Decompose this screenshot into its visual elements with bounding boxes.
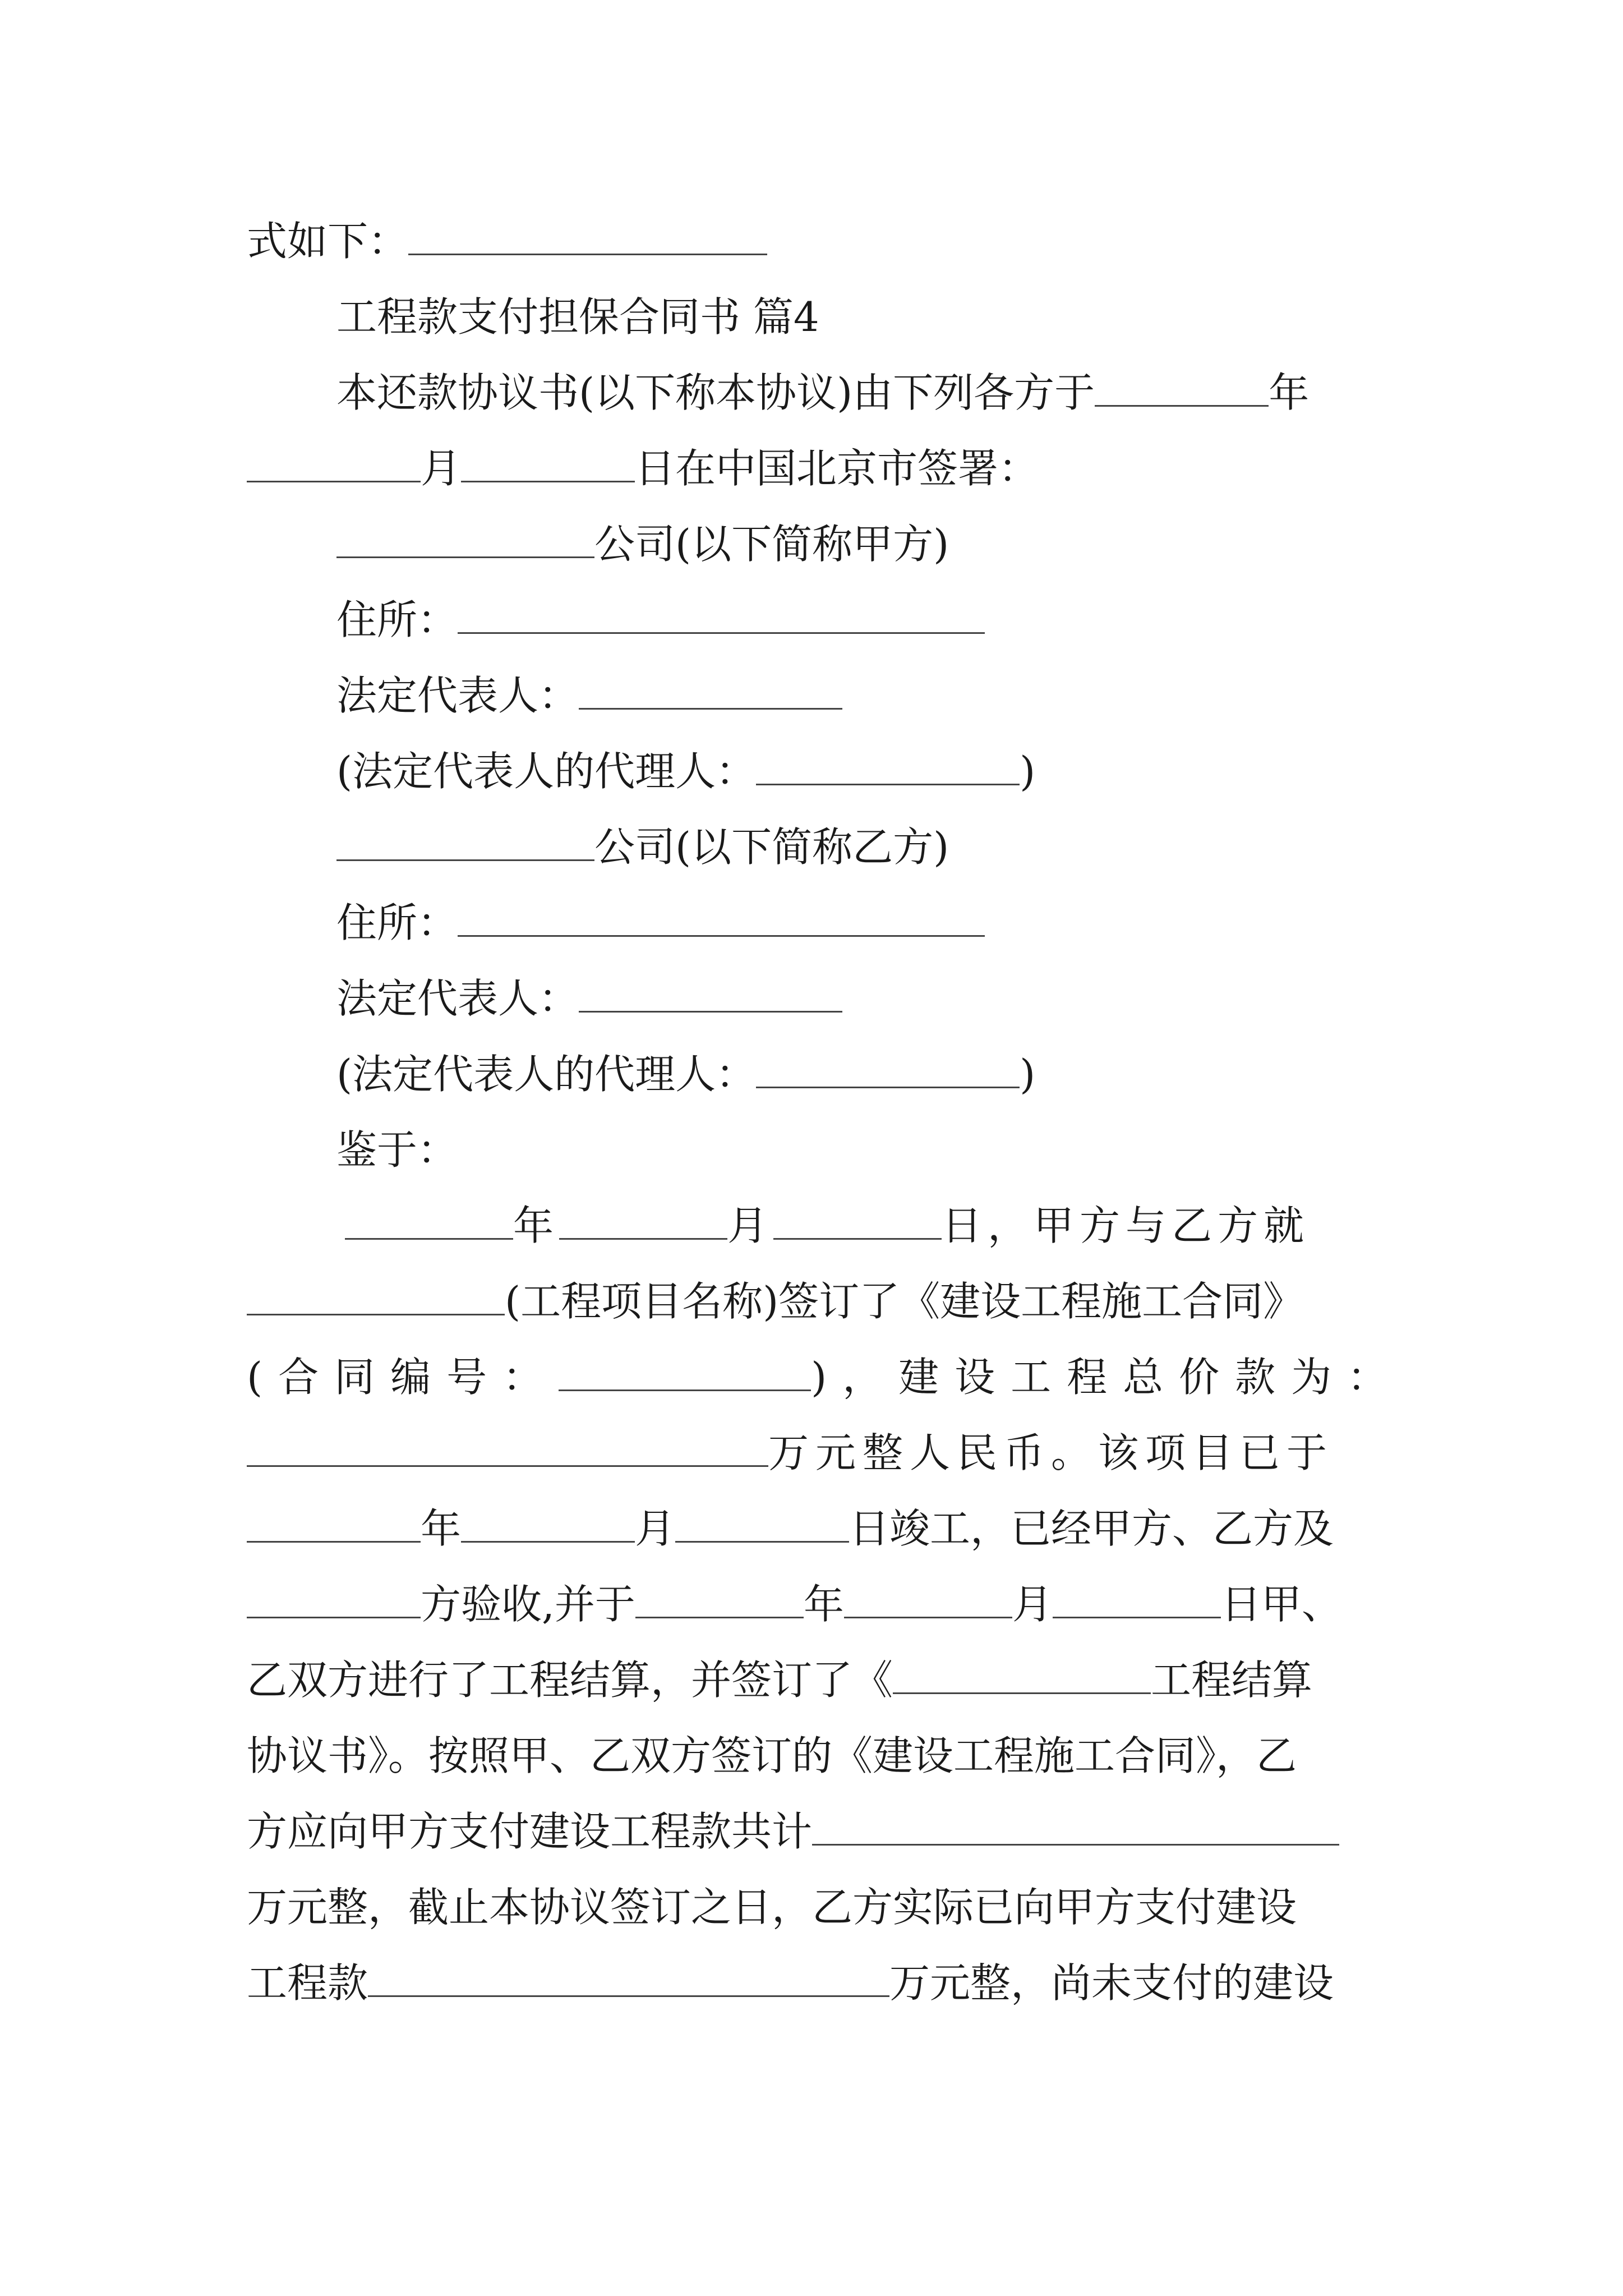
line-text: 协议书》。按照甲、乙双方签订的《建设工程施工合同》，乙 bbox=[247, 1732, 1297, 1779]
fill-in-blank bbox=[1095, 399, 1269, 407]
line-text: 日竣工，已经甲方、乙方及 bbox=[849, 1505, 1334, 1552]
paragraph-line bbox=[336, 1046, 1035, 1102]
line-text: 月 bbox=[727, 1202, 774, 1249]
paragraph-line bbox=[247, 1501, 1334, 1557]
paragraph-line bbox=[247, 1425, 1334, 1481]
paragraph-line bbox=[345, 1198, 1310, 1254]
fill-in-blank bbox=[247, 1308, 505, 1315]
paragraph-line bbox=[336, 516, 949, 572]
paragraph-line bbox=[247, 213, 767, 269]
paragraph-line bbox=[336, 743, 1035, 799]
fill-in-blank bbox=[756, 1081, 1020, 1088]
fill-in-blank bbox=[579, 702, 842, 710]
line-text: 本还款协议书(以下称本协议)由下列各方于 bbox=[336, 369, 1095, 416]
paragraph-line bbox=[336, 819, 949, 875]
line-text: 乙双方进行了工程结算，并签订了《 bbox=[247, 1657, 893, 1704]
line-text: 年 bbox=[421, 1505, 462, 1552]
line-text: 公司(以下简称乙方) bbox=[594, 823, 949, 871]
line-text: 月 bbox=[421, 445, 462, 492]
fill-in-blank bbox=[458, 930, 985, 937]
fill-in-blank bbox=[368, 1990, 889, 1997]
paragraph-line bbox=[247, 1273, 1303, 1329]
fill-in-blank bbox=[559, 1384, 811, 1391]
line-text: 月 bbox=[1012, 1581, 1053, 1628]
line-text: )，建设工程总价款为： bbox=[811, 1354, 1404, 1401]
fill-in-blank bbox=[559, 1232, 727, 1240]
line-text: (合同编号： bbox=[247, 1354, 559, 1401]
line-text: 工程款 bbox=[247, 1959, 368, 2007]
fill-in-blank bbox=[336, 854, 594, 861]
fill-in-blank bbox=[247, 1535, 421, 1543]
fill-in-blank bbox=[773, 1232, 942, 1240]
paragraph-line bbox=[336, 970, 842, 1027]
line-text: 年 bbox=[803, 1581, 844, 1628]
heading-text: 工程款支付担保合同书 篇4 bbox=[336, 293, 819, 341]
paragraph-line bbox=[336, 895, 985, 951]
line-text: 万元整人民币。该项目已于 bbox=[768, 1429, 1334, 1476]
line-text: 日甲、 bbox=[1220, 1581, 1342, 1628]
fill-in-blank bbox=[675, 1535, 849, 1543]
fill-in-blank bbox=[336, 551, 594, 558]
fill-in-blank bbox=[579, 1005, 842, 1013]
line-text: 法定代表人： bbox=[336, 672, 579, 719]
paragraph-line bbox=[336, 668, 842, 724]
line-text: (法定代表人的代理人： bbox=[336, 1051, 757, 1098]
paragraph-line bbox=[247, 1652, 1312, 1708]
line-text: (工程项目名称)签订了《建设工程施工合同》 bbox=[505, 1278, 1304, 1325]
line-text: 方验收,并于 bbox=[421, 1581, 635, 1628]
paragraph-line bbox=[247, 1803, 1339, 1860]
line-text: 公司(以下简称甲方) bbox=[594, 521, 949, 568]
paragraph-line bbox=[247, 1728, 1297, 1784]
line-text: 万元整，尚未支付的建设 bbox=[889, 1959, 1334, 2007]
paragraph-line bbox=[247, 1879, 1297, 1935]
line-text: 方应向甲方支付建设工程款共计 bbox=[247, 1808, 813, 1855]
line-text: 法定代表人： bbox=[336, 975, 579, 1022]
line-text: 住所： bbox=[336, 596, 458, 643]
fill-in-blank bbox=[461, 1535, 635, 1543]
line-text: 工程结算 bbox=[1151, 1657, 1313, 1704]
paragraph-line bbox=[247, 440, 1039, 496]
fill-in-blank bbox=[345, 1232, 513, 1240]
fill-in-blank bbox=[247, 475, 421, 482]
paragraph-line bbox=[336, 365, 1309, 421]
fill-in-blank bbox=[812, 1838, 1339, 1846]
fill-in-blank bbox=[247, 1611, 421, 1618]
paragraph-line bbox=[247, 1955, 1334, 2011]
fill-in-blank bbox=[247, 1460, 768, 1467]
line-text: 年 bbox=[513, 1202, 560, 1249]
line-text: 万元整，截止本协议签订之日，乙方实际已向甲方支付建设 bbox=[247, 1884, 1297, 1931]
line-text: 式如下： bbox=[247, 218, 409, 265]
section-heading bbox=[336, 289, 819, 345]
paragraph-line bbox=[247, 1349, 1403, 1405]
paragraph-line bbox=[336, 592, 985, 648]
line-text: 年 bbox=[1269, 369, 1310, 416]
fill-in-blank bbox=[756, 778, 1020, 785]
paragraph-line bbox=[247, 1576, 1342, 1632]
line-text: 日在中国北京市签署： bbox=[635, 445, 1039, 492]
line-text: ) bbox=[1020, 748, 1036, 795]
line-text: 月 bbox=[635, 1505, 676, 1552]
line-text: 鉴于： bbox=[336, 1126, 458, 1174]
fill-in-blank bbox=[635, 1611, 804, 1618]
line-text: (法定代表人的代理人： bbox=[336, 748, 757, 795]
line-text: 住所： bbox=[336, 899, 458, 946]
fill-in-blank bbox=[893, 1687, 1151, 1694]
fill-in-blank bbox=[461, 475, 635, 482]
fill-in-blank bbox=[1053, 1611, 1221, 1618]
fill-in-blank bbox=[408, 248, 767, 255]
line-text: 日，甲方与乙方就 bbox=[942, 1202, 1310, 1249]
paragraph-line bbox=[336, 1122, 458, 1178]
fill-in-blank bbox=[844, 1611, 1012, 1618]
line-text: ) bbox=[1020, 1051, 1036, 1098]
fill-in-blank bbox=[458, 627, 985, 634]
